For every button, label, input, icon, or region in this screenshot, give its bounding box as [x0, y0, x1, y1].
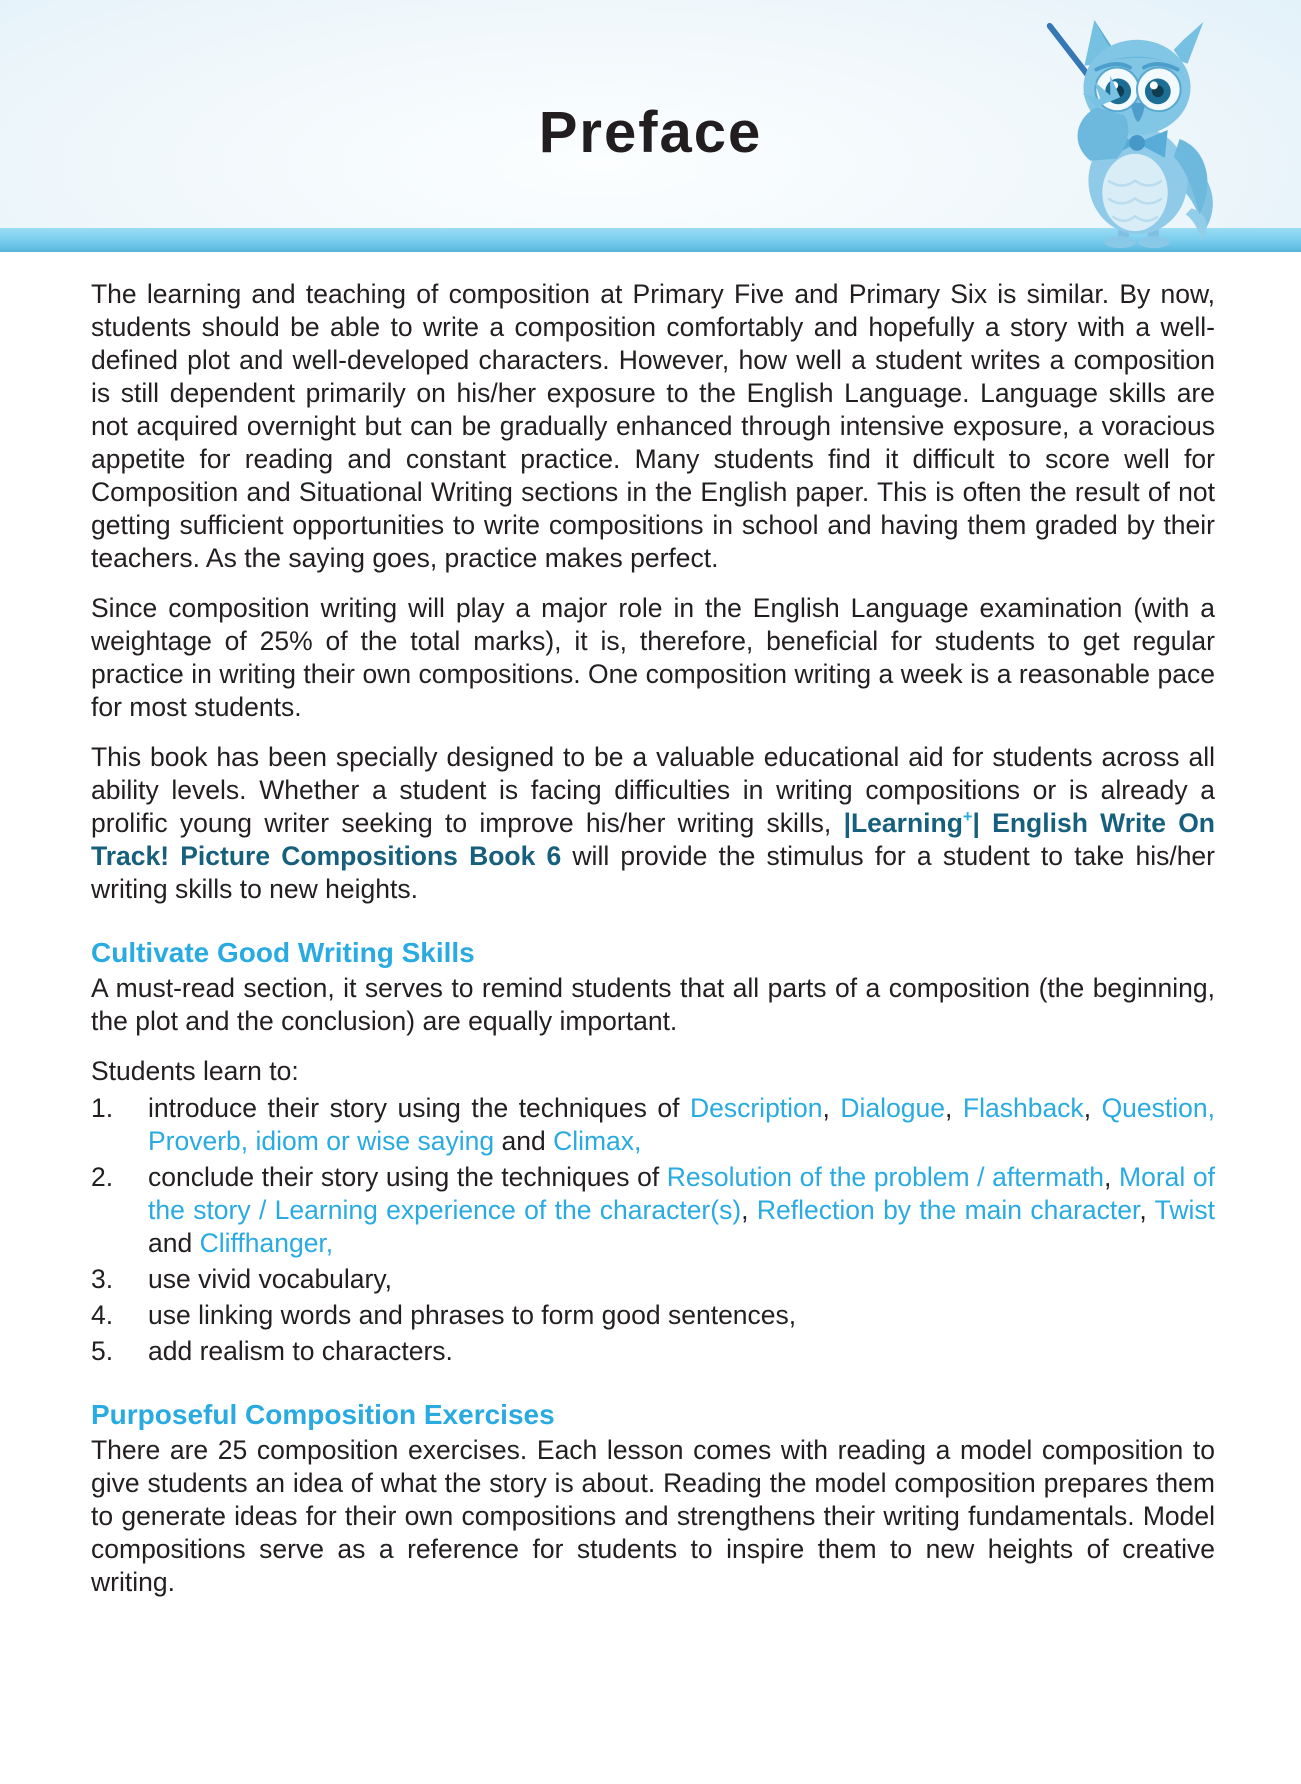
preface-content: [0, 252, 1301, 1599]
text-segment: ,: [1139, 1195, 1155, 1225]
list-item-text: [148, 1263, 1215, 1296]
text-segment: and: [148, 1228, 200, 1258]
list-item-text: [148, 1299, 1215, 1332]
section-heading-cultivate: Cultivate Good Writing Skills: [91, 937, 475, 968]
text-segment: Twist: [1154, 1195, 1215, 1225]
text-segment: introduce their story using the techniques of: [148, 1093, 690, 1123]
section-2-body: There are 25 composition exercises. Each lesson comes with reading a model composition to give students an idea of what the story is about. Reading the model composition prepares them to generate ideas for their own compositions and strengthens their writing fundamentals. Model compositions serve as a reference for students to inspire them to new heights of creative writing.: [91, 1435, 1215, 1597]
text-segment: use linking words and phrases to form good sentences,: [148, 1300, 797, 1330]
text-segment: add realism to characters.: [148, 1336, 453, 1366]
list-number: 2.: [91, 1162, 114, 1192]
text-segment: Resolution of the problem / aftermath: [666, 1162, 1105, 1192]
list-number: 5.: [91, 1336, 114, 1366]
text-segment: Proverb, idiom or wise saying: [148, 1126, 495, 1156]
text-segment: Moral of the story / Learning experience of the character(s): [148, 1162, 1216, 1225]
text-segment: use vivid vocabulary,: [148, 1264, 393, 1294]
list-item-text: [148, 1335, 1215, 1368]
text-segment: Description: [689, 1093, 823, 1123]
list-item: [91, 1263, 1215, 1296]
text-segment: ,: [945, 1093, 963, 1123]
list-number: 1.: [91, 1093, 114, 1123]
text-segment: will provide the stimulus for a student to take his/her writing skills to new heights.: [91, 841, 1215, 904]
text-segment: Climax,: [553, 1126, 642, 1156]
section-1-body: A must-read section, it serves to remind students that all parts of a composition (the beginning, the plot and the conclusion) are equally important.: [91, 973, 1215, 1036]
page-title: Preface: [538, 100, 763, 165]
section-heading-purposeful: Purposeful Composition Exercises: [91, 1399, 555, 1430]
text-segment: ,: [1104, 1162, 1120, 1192]
paragraph-3: [91, 741, 1215, 906]
list-item: [91, 1299, 1215, 1332]
text-segment: |Learning: [843, 808, 963, 838]
list-item-text: [148, 1092, 1215, 1158]
text-segment: ,: [1083, 1093, 1102, 1123]
list-number: 3.: [91, 1264, 114, 1294]
students-learn-intro: Students learn to:: [91, 1056, 299, 1086]
list-number: 4.: [91, 1300, 114, 1330]
list-item: [91, 1161, 1215, 1260]
text-segment: and: [494, 1126, 554, 1156]
text-segment: Cliffhanger,: [199, 1228, 334, 1258]
paragraph-2: Since composition writing will play a major role in the English Language examination (with a weightage of 25% of the total marks), it is, therefore, beneficial for students to get regular practice in writing their own compositions. One composition writing a week is a reasonable pace for most students.: [91, 593, 1215, 722]
text-segment: Flashback: [962, 1093, 1084, 1123]
text-segment: ,: [741, 1195, 757, 1225]
text-segment: Question,: [1101, 1093, 1215, 1123]
text-segment: Dialogue: [840, 1093, 946, 1123]
text-segment: +: [962, 808, 973, 827]
text-segment: ,: [822, 1093, 841, 1123]
paragraph-1: The learning and teaching of composition at Primary Five and Primary Six is similar. By now, students should be able to write a composition comfortably and hopefully a story with a well-defined plot and well-developed characters. However, how well a student writes a composition is still dependent primarily on his/her exposure to the English Language. Language skills are not acquired overnight but can be gradually enhanced through intensive exposure, a voracious appetite for reading and constant practice. Many students find it difficult to score well for Composition and Situational Writing sections in the English paper. This is often the result of not getting sufficient opportunities to write compositions in school and having them graded by their teachers. As the saying goes, practice makes perfect.: [91, 279, 1215, 573]
text-segment: Reflection by the main character: [756, 1195, 1140, 1225]
list-item: [91, 1092, 1215, 1158]
list-item-text: [148, 1161, 1215, 1260]
text-segment: This book has been specially designed to be a valuable educational aid for students across all ability levels. Whether a student is facing difficulties in writing compositions or is already a prolific young writer seeking to improve his/her writing skills,: [91, 742, 1215, 838]
owl-mascot-icon: [1031, 14, 1243, 252]
text-segment: conclude their story using the techniques of: [148, 1162, 667, 1192]
learning-objectives-list: [91, 1092, 1215, 1368]
list-item: [91, 1335, 1215, 1368]
text-segment: | English Write On Track! Picture Compositions Book 6: [91, 808, 1215, 871]
page-header: [0, 0, 1301, 228]
